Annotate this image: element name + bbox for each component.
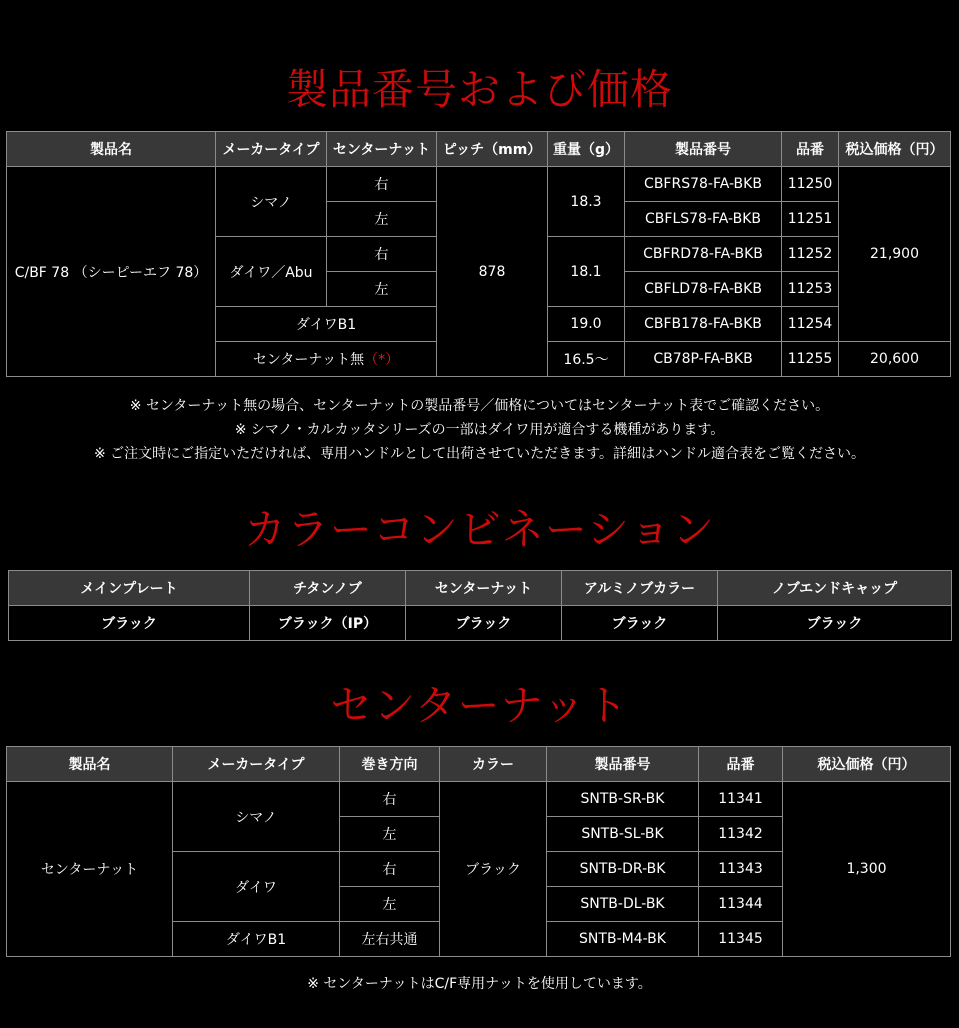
product-name-cell: C/BF 78 （シーピーエフ 78）: [7, 167, 216, 377]
maker-daiwa-abu-cell: ダイワ／Abu: [216, 237, 327, 307]
table-row: [7, 782, 951, 817]
weight-cell: 19.0: [548, 307, 625, 342]
no-nut-label: センターナット無: [252, 352, 365, 368]
header-titanium-knob: チタンノブ: [250, 571, 406, 606]
item-number-cell: 11345: [699, 922, 783, 957]
color-table: [8, 570, 952, 641]
product-code-cell: CBFRD78-FA-BKB: [625, 237, 782, 272]
header-product-name: 製品名: [7, 747, 173, 782]
main-plate-color: ブラック: [9, 606, 250, 641]
center-nut-color: ブラック: [406, 606, 562, 641]
maker-daiwa-b1-cell: ダイワB1: [216, 307, 437, 342]
item-number-cell: 11253: [782, 272, 839, 307]
product-code-cell: CBFLD78-FA-BKB: [625, 272, 782, 307]
product-code-cell: SNTB-SR-BK: [547, 782, 699, 817]
direction-left-cell: 左: [340, 887, 440, 922]
knob-end-cap-color: ブラック: [718, 606, 952, 641]
table-row: [7, 167, 951, 202]
item-number-cell: 11255: [782, 342, 839, 377]
price-cell: 20,600: [839, 342, 951, 377]
maker-shimano-cell: シマノ: [216, 167, 327, 237]
weight-cell: 18.3: [548, 167, 625, 237]
product-code-cell: CBFRS78-FA-BKB: [625, 167, 782, 202]
price-table-header: [7, 132, 951, 167]
weight-cell: 16.5～: [548, 342, 625, 377]
direction-right-cell: 右: [340, 782, 440, 817]
direction-both-cell: 左右共通: [340, 922, 440, 957]
price-section-title: 製品番号および価格: [285, 65, 673, 114]
header-maker-type: メーカータイプ: [216, 132, 327, 167]
no-nut-mark: （*）: [364, 352, 400, 368]
item-number-cell: 11341: [699, 782, 783, 817]
weight-cell: 18.1: [548, 237, 625, 307]
product-code-cell: CBFLS78-FA-BKB: [625, 202, 782, 237]
nut-table: [6, 746, 951, 957]
pitch-cell: 878: [437, 167, 548, 377]
header-weight: 重量（g）: [548, 132, 625, 167]
nut-section-title: センターナット: [330, 681, 629, 730]
header-product-name: 製品名: [7, 132, 216, 167]
alumi-knob-color: ブラック: [562, 606, 718, 641]
product-code-cell: SNTB-DL-BK: [547, 887, 699, 922]
header-item-number: 品番: [699, 747, 783, 782]
item-number-cell: 11250: [782, 167, 839, 202]
item-number-cell: 11344: [699, 887, 783, 922]
product-name-cell: センターナット: [7, 782, 173, 957]
nut-left-cell: 左: [327, 202, 437, 237]
header-product-code: 製品番号: [625, 132, 782, 167]
header-pitch: ピッチ（mm）: [437, 132, 548, 167]
price-cell: 21,900: [839, 167, 951, 342]
titanium-knob-color: ブラック（IP）: [250, 606, 406, 641]
header-center-nut: センターナット: [406, 571, 562, 606]
color-table-header: [9, 571, 952, 606]
header-winding-direction: 巻き方向: [340, 747, 440, 782]
maker-shimano-cell: シマノ: [173, 782, 340, 852]
header-item-number: 品番: [782, 132, 839, 167]
header-knob-end-cap: ノブエンドキャップ: [718, 571, 952, 606]
note-line: ※ ご注文時にご指定いただければ、専用ハンドルとして出荷させていただきます。詳細はハンドル適合表をご覧ください。: [93, 446, 866, 462]
color-section-title: カラーコンビネーション: [243, 505, 716, 554]
price-cell: 1,300: [783, 782, 951, 957]
table-row: [9, 606, 952, 641]
nut-left-cell: 左: [327, 272, 437, 307]
item-number-cell: 11254: [782, 307, 839, 342]
color-cell: ブラック: [440, 782, 547, 957]
header-center-nut: センターナット: [327, 132, 437, 167]
header-price: 税込価格（円）: [839, 132, 951, 167]
price-notes: [0, 394, 959, 466]
item-number-cell: 11252: [782, 237, 839, 272]
no-nut-cell: [216, 342, 437, 377]
item-number-cell: 11343: [699, 852, 783, 887]
product-code-cell: SNTB-SL-BK: [547, 817, 699, 852]
product-code-cell: CB78P-FA-BKB: [625, 342, 782, 377]
nut-note: ※ センターナットはC/F専用ナットを使用しています。: [307, 976, 652, 992]
item-number-cell: 11251: [782, 202, 839, 237]
header-maker-type: メーカータイプ: [173, 747, 340, 782]
direction-right-cell: 右: [340, 852, 440, 887]
header-main-plate: メインプレート: [9, 571, 250, 606]
nut-table-header: [7, 747, 951, 782]
price-table: [6, 131, 951, 377]
nut-right-cell: 右: [327, 167, 437, 202]
header-color: カラー: [440, 747, 547, 782]
item-number-cell: 11342: [699, 817, 783, 852]
header-price: 税込価格（円）: [783, 747, 951, 782]
note-line: ※ センターナット無の場合、センターナットの製品番号／価格についてはセンターナット表でご確認ください。: [129, 398, 830, 414]
direction-left-cell: 左: [340, 817, 440, 852]
maker-daiwa-b1-cell: ダイワB1: [173, 922, 340, 957]
maker-daiwa-cell: ダイワ: [173, 852, 340, 922]
nut-right-cell: 右: [327, 237, 437, 272]
header-alumi-knob-color: アルミノブカラー: [562, 571, 718, 606]
product-code-cell: CBFB178-FA-BKB: [625, 307, 782, 342]
product-code-cell: SNTB-M4-BK: [547, 922, 699, 957]
header-product-code: 製品番号: [547, 747, 699, 782]
product-code-cell: SNTB-DR-BK: [547, 852, 699, 887]
note-line: ※ シマノ・カルカッタシリーズの一部はダイワ用が適合する機種があります。: [234, 422, 725, 438]
